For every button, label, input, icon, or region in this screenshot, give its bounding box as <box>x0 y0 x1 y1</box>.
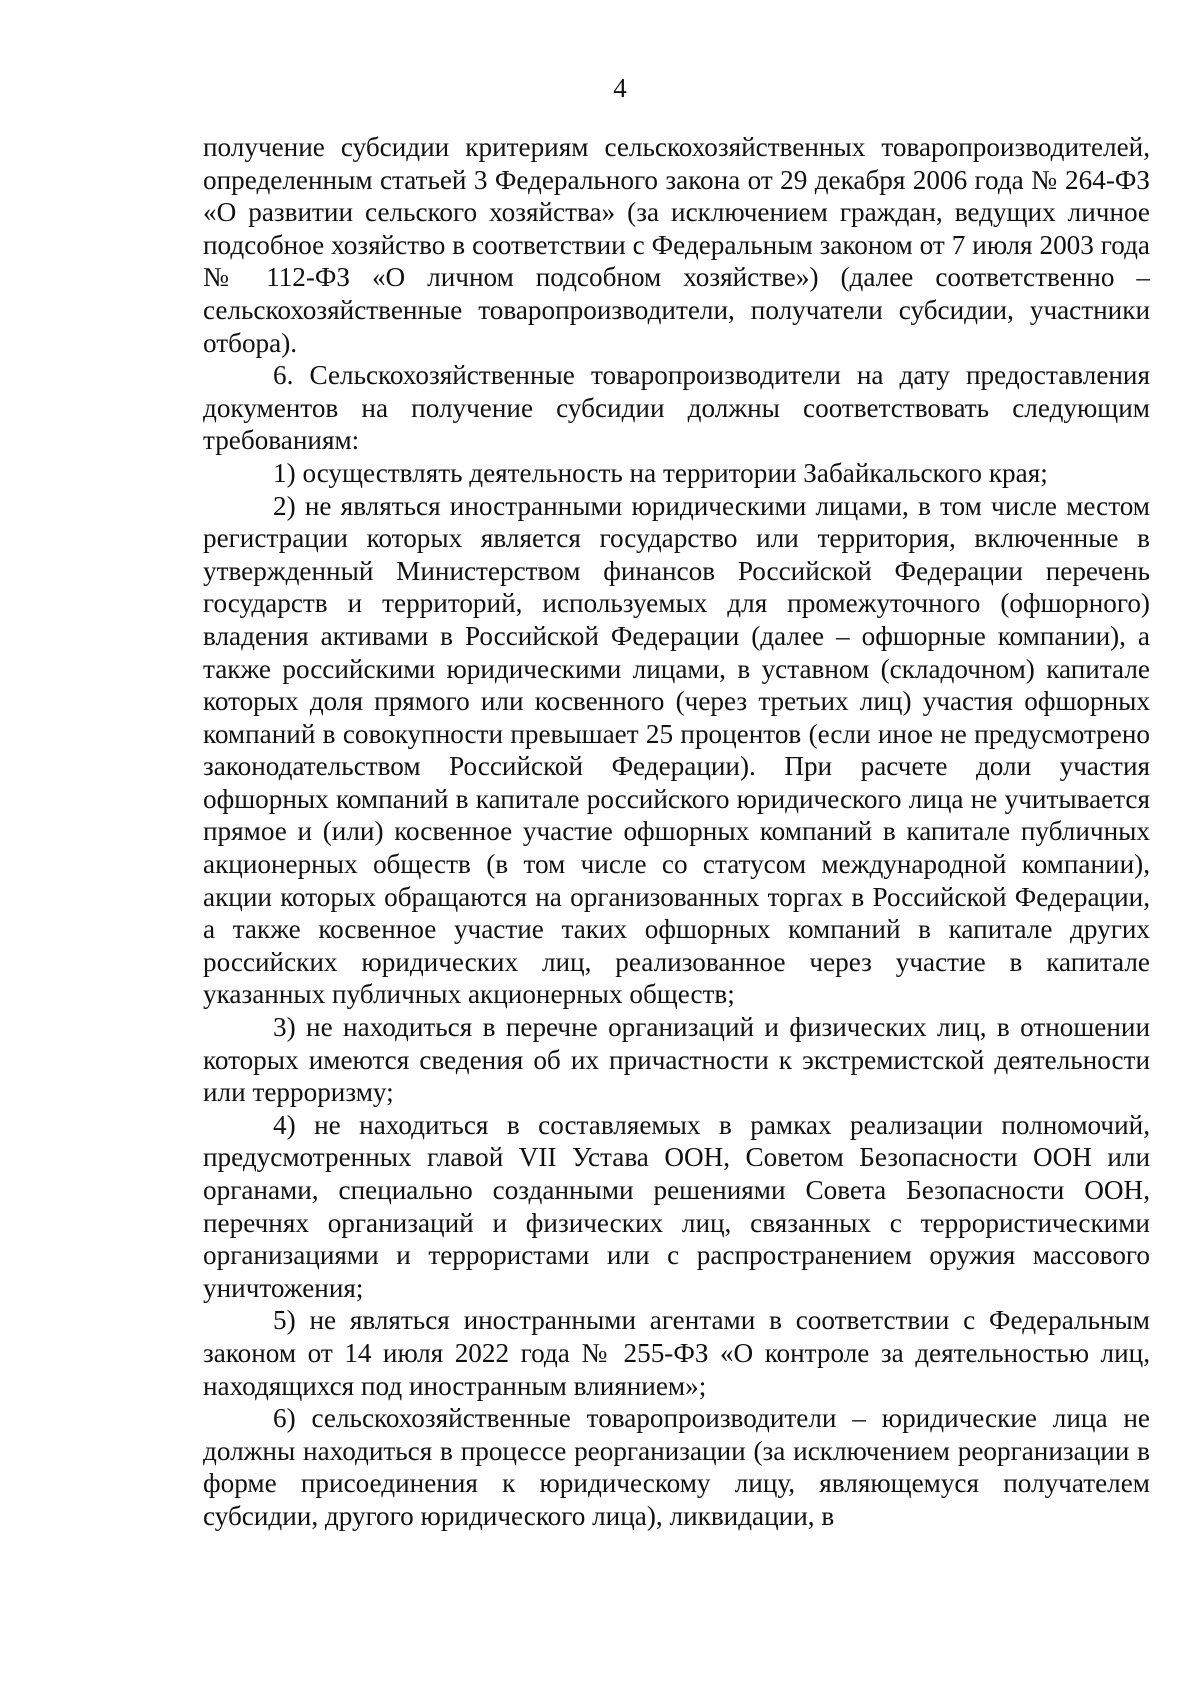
paragraph-continuation: получение субсидии критериям сельскохозяйственных товаропроизводителей, определенным статьей 3 Федерального закона от 29 декабря 2006 года № 264-ФЗ «О развитии сельского хозяйства» (за исключением граждан, ведущих личное подсобное хозяйство в соответствии с Федеральным законом от 7 июля 2003 года № 112-ФЗ «О личном подсобном хозяйстве») (далее соответственно – сельскохозяйственные товаропроизводители, получатели субсидии, участники отбора). <box>203 132 1150 358</box>
paragraph-requirement-1: 1) осуществлять деятельность на территории Забайкальского края; <box>273 457 1048 488</box>
paragraph-requirement-3: 3) не находиться в перечне организаций и физических лиц, в отношении которых имеются сведения об их причастности к экстремистской деятельности или терроризму; <box>203 1012 1150 1108</box>
page-number: 4 <box>613 73 627 103</box>
paragraph-item-6: 6. Сельскохозяйственные товаропроизводители на дату предоставления документов на получение субсидии должны соответствовать следующим требованиям: <box>203 360 1150 456</box>
paragraph-requirement-5: 5) не являться иностранными агентами в соответствии с Федеральным законом от 14 июля 2022 года № 255-ФЗ «О контроле за деятельностью лиц, находящихся под иностранным влиянием»; <box>203 1305 1150 1401</box>
document-body <box>203 131 1150 1533</box>
paragraph-requirement-6: 6) сельскохозяйственные товаропроизводители – юридические лица не должны находиться в процессе реорганизации (за исключением реорганизации в форме присоединения к юридическому лицу, являющемуся получателем субсидии, другого юридического лица), ликвидации, в <box>203 1403 1150 1531</box>
paragraph-requirement-4: 4) не находиться в составляемых в рамках реализации полномочий, предусмотренных главой VII Устава ООН, Советом Безопасности ООН или органами, специально созданными решениями Совета Безопасности ООН, перечнях организаций и физических лиц, связанных с террористическими организациями и террористами или с распространением оружия массового уничтожения; <box>203 1109 1150 1303</box>
paragraph-requirement-2: 2) не являться иностранными юридическими лицами, в том числе местом регистрации которых является государство или территория, включенные в утвержденный Министерством финансов Российской Федерации перечень государств и территорий, используемых для промежуточного (офшорного) владения активами в Российской Федерации (далее – офшорные компании), а также российскими юридическими лицами, в уставном (складочном) капитале которых доля прямого или косвенного (через третьих лиц) участия офшорных компаний в совокупности превышает 25 процентов (если иное не предусмотрено законодательством Российской Федерации). При расчете доли участия офшорных компаний в капитале российского юридического лица не учитывается прямое и (или) косвенное участие офшорных компаний в капитале публичных акционерных обществ (в том числе со статусом международной компании), акции которых обращаются на организованных торгах в Российской Федерации, а также косвенное участие таких офшорных компаний в капитале других российских юридических лиц, реализованное через участие в капитале указанных публичных акционерных обществ; <box>203 490 1150 1010</box>
